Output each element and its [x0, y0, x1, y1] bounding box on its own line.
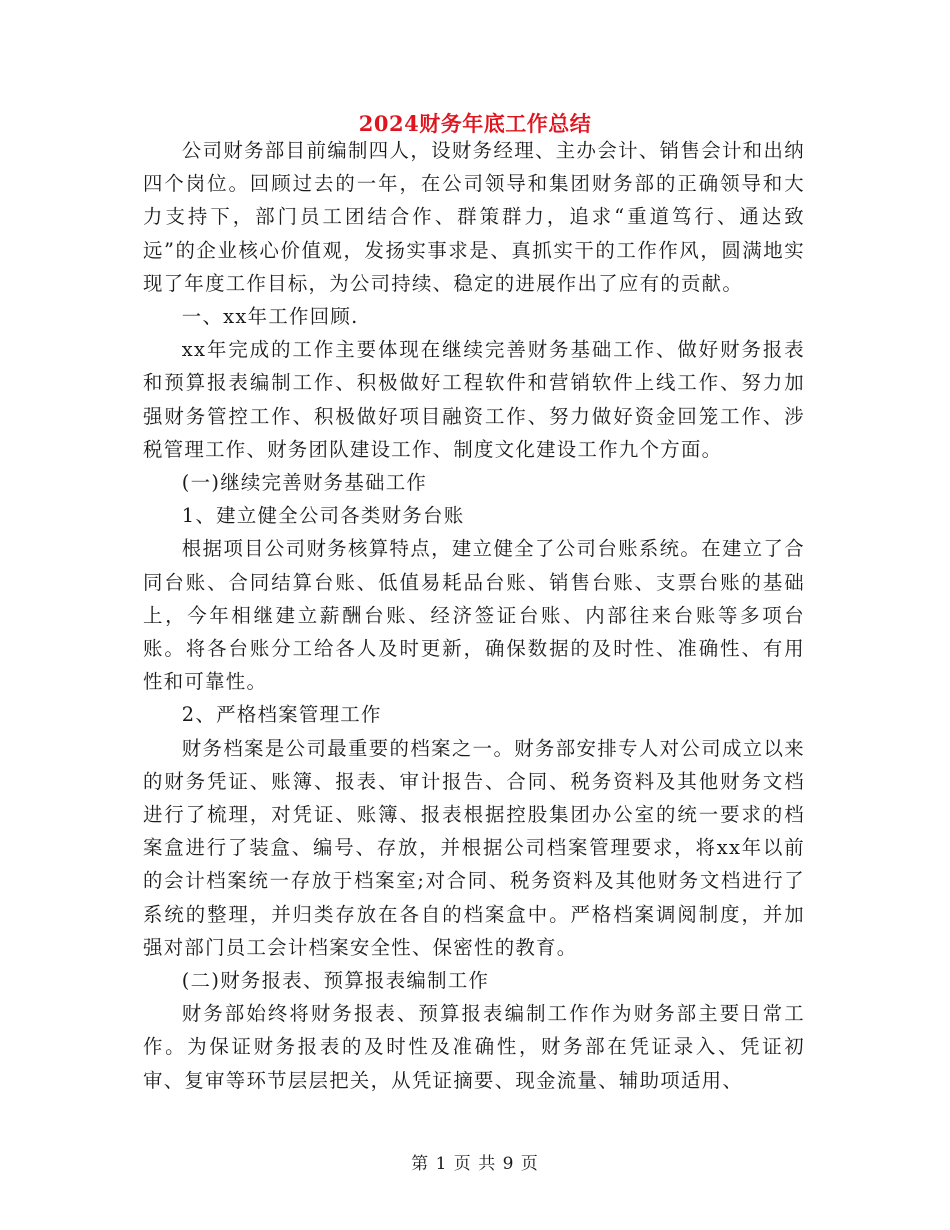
paragraph-intro: 公司财务部目前编制四人，设财务经理、主办会计、销售会计和出纳四个岗位。回顾过去的一年，在公司领导和集团财务部的正确领导和大力支持下，部门员工团结合作、群策群力，追求“重道笃行、通达致远”的企业核心价值观，发扬实事求是、真抓实干的工作作风，圆满地实现了年度工作目标，为公司持续、稳定的进展作出了应有的贡献。	[143, 139, 805, 295]
subsection-heading-basic-work: (一)继续完善财务基础工作	[181, 471, 428, 495]
document-title: 2024财务年底工作总结	[358, 111, 592, 136]
paragraph-reports: 财务部始终将财务报表、预算报表编制工作作为财务部主要日常工作。为保证财务报表的及时性及准确性，财务部在凭证录入、凭证初审、复审等环节层层把关，从凭证摘要、现金流量、辅助项适用、	[143, 1002, 805, 1092]
item-heading-ledgers: 1、建立健全公司各类财务台账	[181, 504, 465, 528]
document-body	[143, 134, 805, 1097]
item-heading-archives: 2、严格档案管理工作	[181, 703, 382, 727]
paragraph-review-summary: xx年完成的工作主要体现在继续完善财务基础工作、做好财务报表和预算报表编制工作、积极做好工程软件和营销软件上线工作、努力加强财务管控工作、积极做好项目融资工作、努力做好资金回笼工作、涉税管理工作、财务团队建设工作、制度文化建设工作九个方面。	[143, 338, 805, 461]
paragraph-ledgers: 根据项目公司财务核算特点，建立健全了公司台账系统。在建立了合同台账、合同结算台账、低值易耗品台账、销售台账、支票台账的基础上，今年相继建立薪酬台账、经济签证台账、内部往来台账等多项台账。将各台账分工给各人及时更新，确保数据的及时性、准确性、有用性和可靠性。	[143, 537, 805, 694]
page-footer: 第 1 页 共 9 页	[411, 1154, 539, 1174]
subsection-heading-reports: (二)财务报表、预算报表编制工作	[181, 969, 490, 993]
section-heading-review: 一、xx年工作回顾.	[181, 305, 359, 329]
paragraph-archives: 财务档案是公司最重要的档案之一。财务部安排专人对公司成立以来的财务凭证、账簿、报表、审计报告、合同、税务资料及其他财务文档进行了梳理，对凭证、账簿、报表根据控股集团办公室的统一要求的档案盒进行了装盒、编号、存放，并根据公司档案管理要求，将xx年以前的会计档案统一存放于档案室;对合同、税务资料及其他财务文档进行了系统的整理，并归类存放在各自的档案盒中。严格档案调阅制度，并加强对部门员工会计档案安全性、保密性的教育。	[143, 736, 805, 959]
